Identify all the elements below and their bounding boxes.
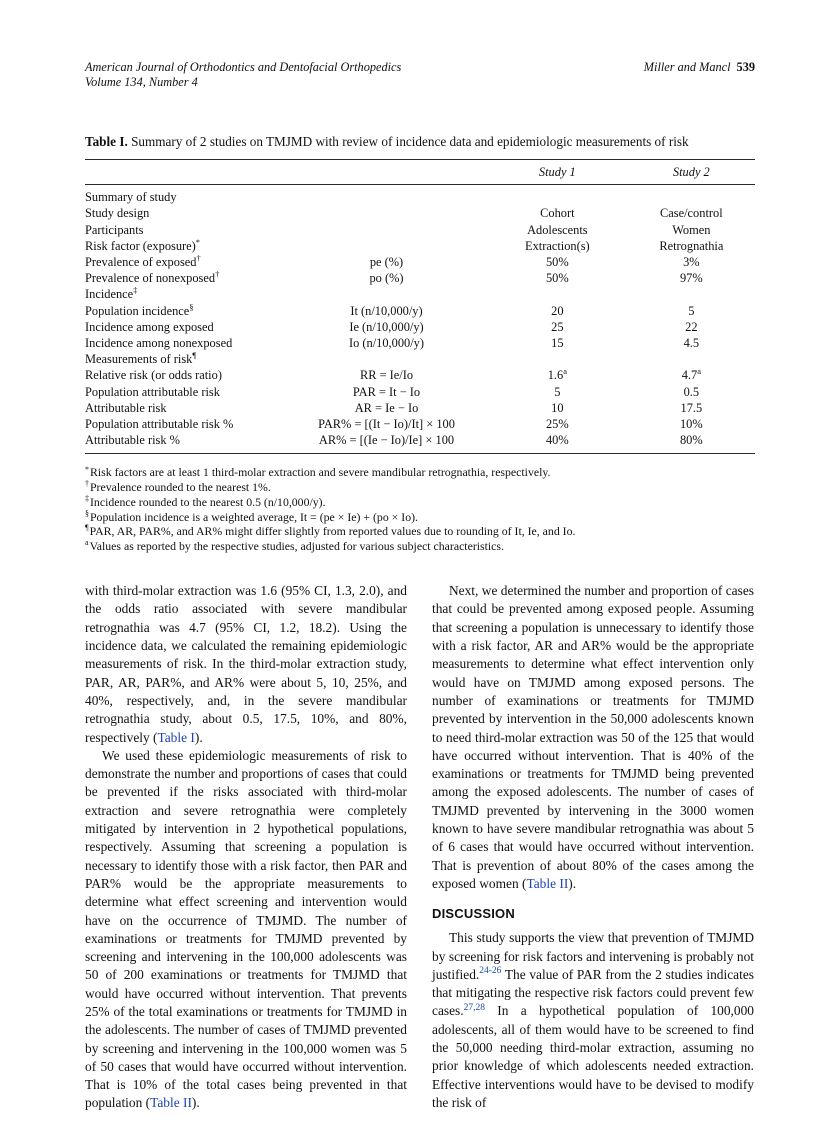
paragraph-text: ). [194, 729, 203, 745]
table-row [85, 417, 755, 433]
citation-link[interactable]: 24-26 [479, 966, 502, 977]
table-cell: 4.7$^a$ [681, 366, 701, 383]
table-cell: Cohort [540, 206, 575, 221]
table-cell: Population attributable risk % [85, 417, 234, 432]
table-cell: Prevalence of exposed† [85, 252, 201, 270]
table-cell: Attributable risk % [85, 433, 286, 454]
page-number: 539 [736, 60, 755, 74]
paragraph-text: ). [191, 1095, 200, 1111]
table-body [85, 185, 755, 454]
summary-table [85, 159, 755, 454]
paragraph-text: In a hypothetical population of 100,000 adolescents, all of them would have to be screened to find the 50,000 needing third-molar extraction, assuming no prior knowledge of which adolescents needed extraction. Effective interventions would have to be devised to modify the risk of [432, 1003, 754, 1110]
table-cell: 17.5 [680, 400, 703, 415]
paragraph-text: This study supports the view that prevention of TMJMD by screening for risk factors and intervening is probably not justified. [432, 930, 754, 982]
table-cell: 25% [545, 417, 569, 432]
table-cell: Io (n/10,000/y) [348, 336, 425, 351]
table-header-study1: Study 1 [487, 160, 628, 185]
table-caption-text: Summary of 2 studies on TMJMD with review of incidence data and epidemiologic measurements of risk [131, 134, 689, 149]
table-caption [85, 134, 755, 150]
table-cell: It (n/10,000/y) [350, 303, 423, 318]
table-cell: 10 [551, 400, 564, 415]
table-row [85, 303, 755, 319]
table-cell: AR% = [(Ie − Io)/Ie] × 100 [286, 433, 487, 454]
table-row [85, 336, 755, 352]
paragraph-text: ). [568, 875, 577, 891]
paragraph [432, 929, 754, 1112]
table-cell: po (%) [369, 271, 404, 286]
table-header-empty [85, 160, 286, 185]
authors-block [644, 60, 755, 75]
table-header-study2: Study 2 [628, 160, 755, 185]
journal-title: American Journal of Orthodontics and Dentofacial Orthopedics [85, 60, 402, 74]
table-row [85, 384, 755, 400]
table-cell: AR = Ie − Io [354, 400, 419, 415]
table-cell: RR = Ie/Io [359, 368, 414, 383]
table-cell: 10% [679, 417, 703, 432]
table-cell: Adolescents [527, 222, 588, 237]
table-cell: Prevalence of nonexposed† [85, 269, 220, 286]
paragraph-text: Next, we determined the number and proportion of cases that could be prevented among exposed people. Assuming that screening a population is unnecessary to identify those with a risk factor, AR and AR% would be the appropriate measurements to determine what effect intervention only would have on TMJMD among exposed persons. The number of examinations or treatments for TMJMD prevented by intervention in the 50,000 adolescents known to need third-molar extraction was 50 of the 125 that would have occurred without intervention. That is 40% of the examinations or treatments for TMJMD being prevented among the exposed adolescents. The number of cases of TMJMD prevented by intervening in the 3000 women known to have severe mandibular retrognathia was about 5 of 6 cases that would have occurred without intervention. That is prevention of about 80% of the cases among the exposed women ( [432, 583, 754, 891]
table-cell: 50% [545, 271, 569, 286]
table-cell: 97% [679, 271, 703, 286]
table-cell [286, 222, 487, 238]
table-2-link[interactable]: Table II [526, 875, 569, 891]
table-cell: Summary of study [85, 190, 177, 205]
table-section-row [85, 352, 755, 368]
table-cell: Participants [85, 222, 144, 237]
table-footnote: ‡Incidence rounded to the nearest 0.5 (n/10,000/y). [85, 493, 326, 509]
table-cell: 50% [545, 255, 569, 270]
citation-sup [479, 965, 501, 975]
table-cell [286, 206, 487, 222]
table-cell: 1.6$^a$ [547, 366, 567, 383]
table-cell: Incidence among exposed [85, 319, 214, 334]
table-section-row [85, 287, 755, 303]
table-footnote: *Risk factors are at least 1 third-molar extraction and severe mandibular retrognathia, respectively. [85, 464, 551, 480]
table-cell: PAR = It − Io [352, 384, 421, 399]
citation-sup [464, 1002, 485, 1012]
table-cell: Incidence among nonexposed [85, 336, 233, 351]
table-row [85, 368, 755, 384]
table-cell: 80% [628, 433, 755, 454]
table-cell: 0.5 [683, 384, 700, 399]
table-cell: 15 [551, 336, 564, 351]
table-row [85, 255, 755, 271]
running-head [85, 60, 755, 90]
table-1-link[interactable]: Table I [157, 729, 195, 745]
table-row [85, 206, 755, 222]
table-2-link[interactable]: Table II [150, 1095, 192, 1111]
table-row [85, 222, 755, 238]
table-cell [286, 238, 487, 254]
table-cell: Risk factor (exposure)* [85, 236, 201, 253]
table-footnote: †Prevalence rounded to the nearest 1%. [85, 479, 271, 495]
table-cell: Women [672, 222, 711, 237]
table-cell: Case/control [660, 206, 723, 221]
paragraph-text: with third-molar extraction was 1.6 (95% CI, 1.3, 2.0), and the odds ratio associated with severe mandibular retrognathia was 4.7 (95% CI, 1.2, 18.2). Using the incidence data, we calculated the remaining epidemiologic measurements of risk. In the third-molar extraction study, PAR, AR, PAR%, and AR% were about 5, 10, 25%, and 40%, respectively, and, in the severe mandibular retrognathia study, about 0.5, 17.5, 10%, and 80%, respectively ( [85, 583, 407, 745]
table-cell: Ie (n/10,000/y) [349, 319, 424, 334]
table-cell: Attributable risk [85, 400, 167, 415]
table-cell: 5 [554, 384, 561, 399]
table-1-block [85, 134, 755, 553]
table-footnote: §Population incidence is a weighted average, It = (pe × Ie) + (po × Io). [85, 508, 418, 524]
table-cell: 20 [551, 303, 564, 318]
paragraph-text: We used these epidemiologic measurements of risk to demonstrate the number and proportions of cases that could be prevented if the risks associated with third-molar extraction and severe retrognathia were completely mitigated by intervention in 2 hypothetical populations, respectively. Assuming that screening a population is necessary to identify those with a risk factor, then PAR and PAR% would be the appropriate measurements to determine what effect screening and intervention would have on the occurrence of TMJMD. The number of examinations or treatments for TMJMD prevented by screening and intervening in the 100,000 adolescents was 50 of 200 examinations or treatments for TMJMD that would have occurred without intervention. That prevents 25% of the total examinations or treatments for TMJMD in the adolescents. The number of cases of TMJMD prevented by screening and intervening in the 100,000 women was 5 of 50 cases that would have occurred without intervention. That is 10% of the total cases being prevented in that population ( [85, 747, 407, 1111]
table-cell: Population attributable risk [85, 384, 220, 399]
table-header-empty [286, 160, 487, 185]
table-cell: 22 [685, 319, 698, 334]
table-cell: PAR% = [(It − Io)/It] × 100 [318, 417, 455, 432]
table-row [85, 238, 755, 254]
table-cell: Measurements of risk¶ [85, 350, 197, 367]
table-header-row [85, 160, 755, 185]
table-cell: Study design [85, 206, 150, 221]
paragraph [85, 747, 407, 1113]
table-cell: 40% [487, 433, 628, 454]
table-cell: 3% [683, 255, 700, 270]
table-row [85, 433, 755, 454]
table-row [85, 400, 755, 416]
table-cell: 4.5 [683, 336, 700, 351]
table-cell: Incidence‡ [85, 285, 138, 302]
table-cell: 25 [551, 319, 564, 334]
table-cell: Retrognathia [659, 238, 724, 253]
table-cell: Relative risk (or odds ratio) [85, 368, 222, 383]
discussion-heading: DISCUSSION [432, 906, 515, 922]
right-column [432, 582, 754, 1113]
table-cell: Population incidence§ [85, 301, 194, 318]
footnotes [85, 465, 755, 553]
table-footnote: $^a$Values as reported by the respective studies, adjusted for various subject characteristics. [85, 538, 504, 553]
table-cell: pe (%) [369, 255, 404, 270]
paragraph [432, 582, 754, 893]
table-row [85, 271, 755, 287]
table-row [85, 319, 755, 335]
table-cell: 5 [688, 303, 695, 318]
table-section-row [85, 185, 755, 206]
journal-title-block [85, 60, 401, 90]
table-cell: Extraction(s) [525, 238, 590, 253]
citation-link[interactable]: 27,28 [463, 1002, 485, 1013]
paragraph [85, 582, 407, 747]
journal-volume: Volume 134, Number 4 [85, 75, 198, 89]
article-body [85, 582, 755, 1113]
paragraph-text: The value of PAR from the 2 studies indicates that mitigating the respective risk factors could prevent few cases. [432, 966, 754, 1019]
running-authors: Miller and Mancl [643, 60, 731, 74]
table-label: Table I. [85, 134, 128, 149]
table-footnote: ¶PAR, AR, PAR%, and AR% might differ slightly from reported values due to rounding of It, Ie, and Io. [85, 523, 576, 539]
left-column [85, 582, 407, 1113]
